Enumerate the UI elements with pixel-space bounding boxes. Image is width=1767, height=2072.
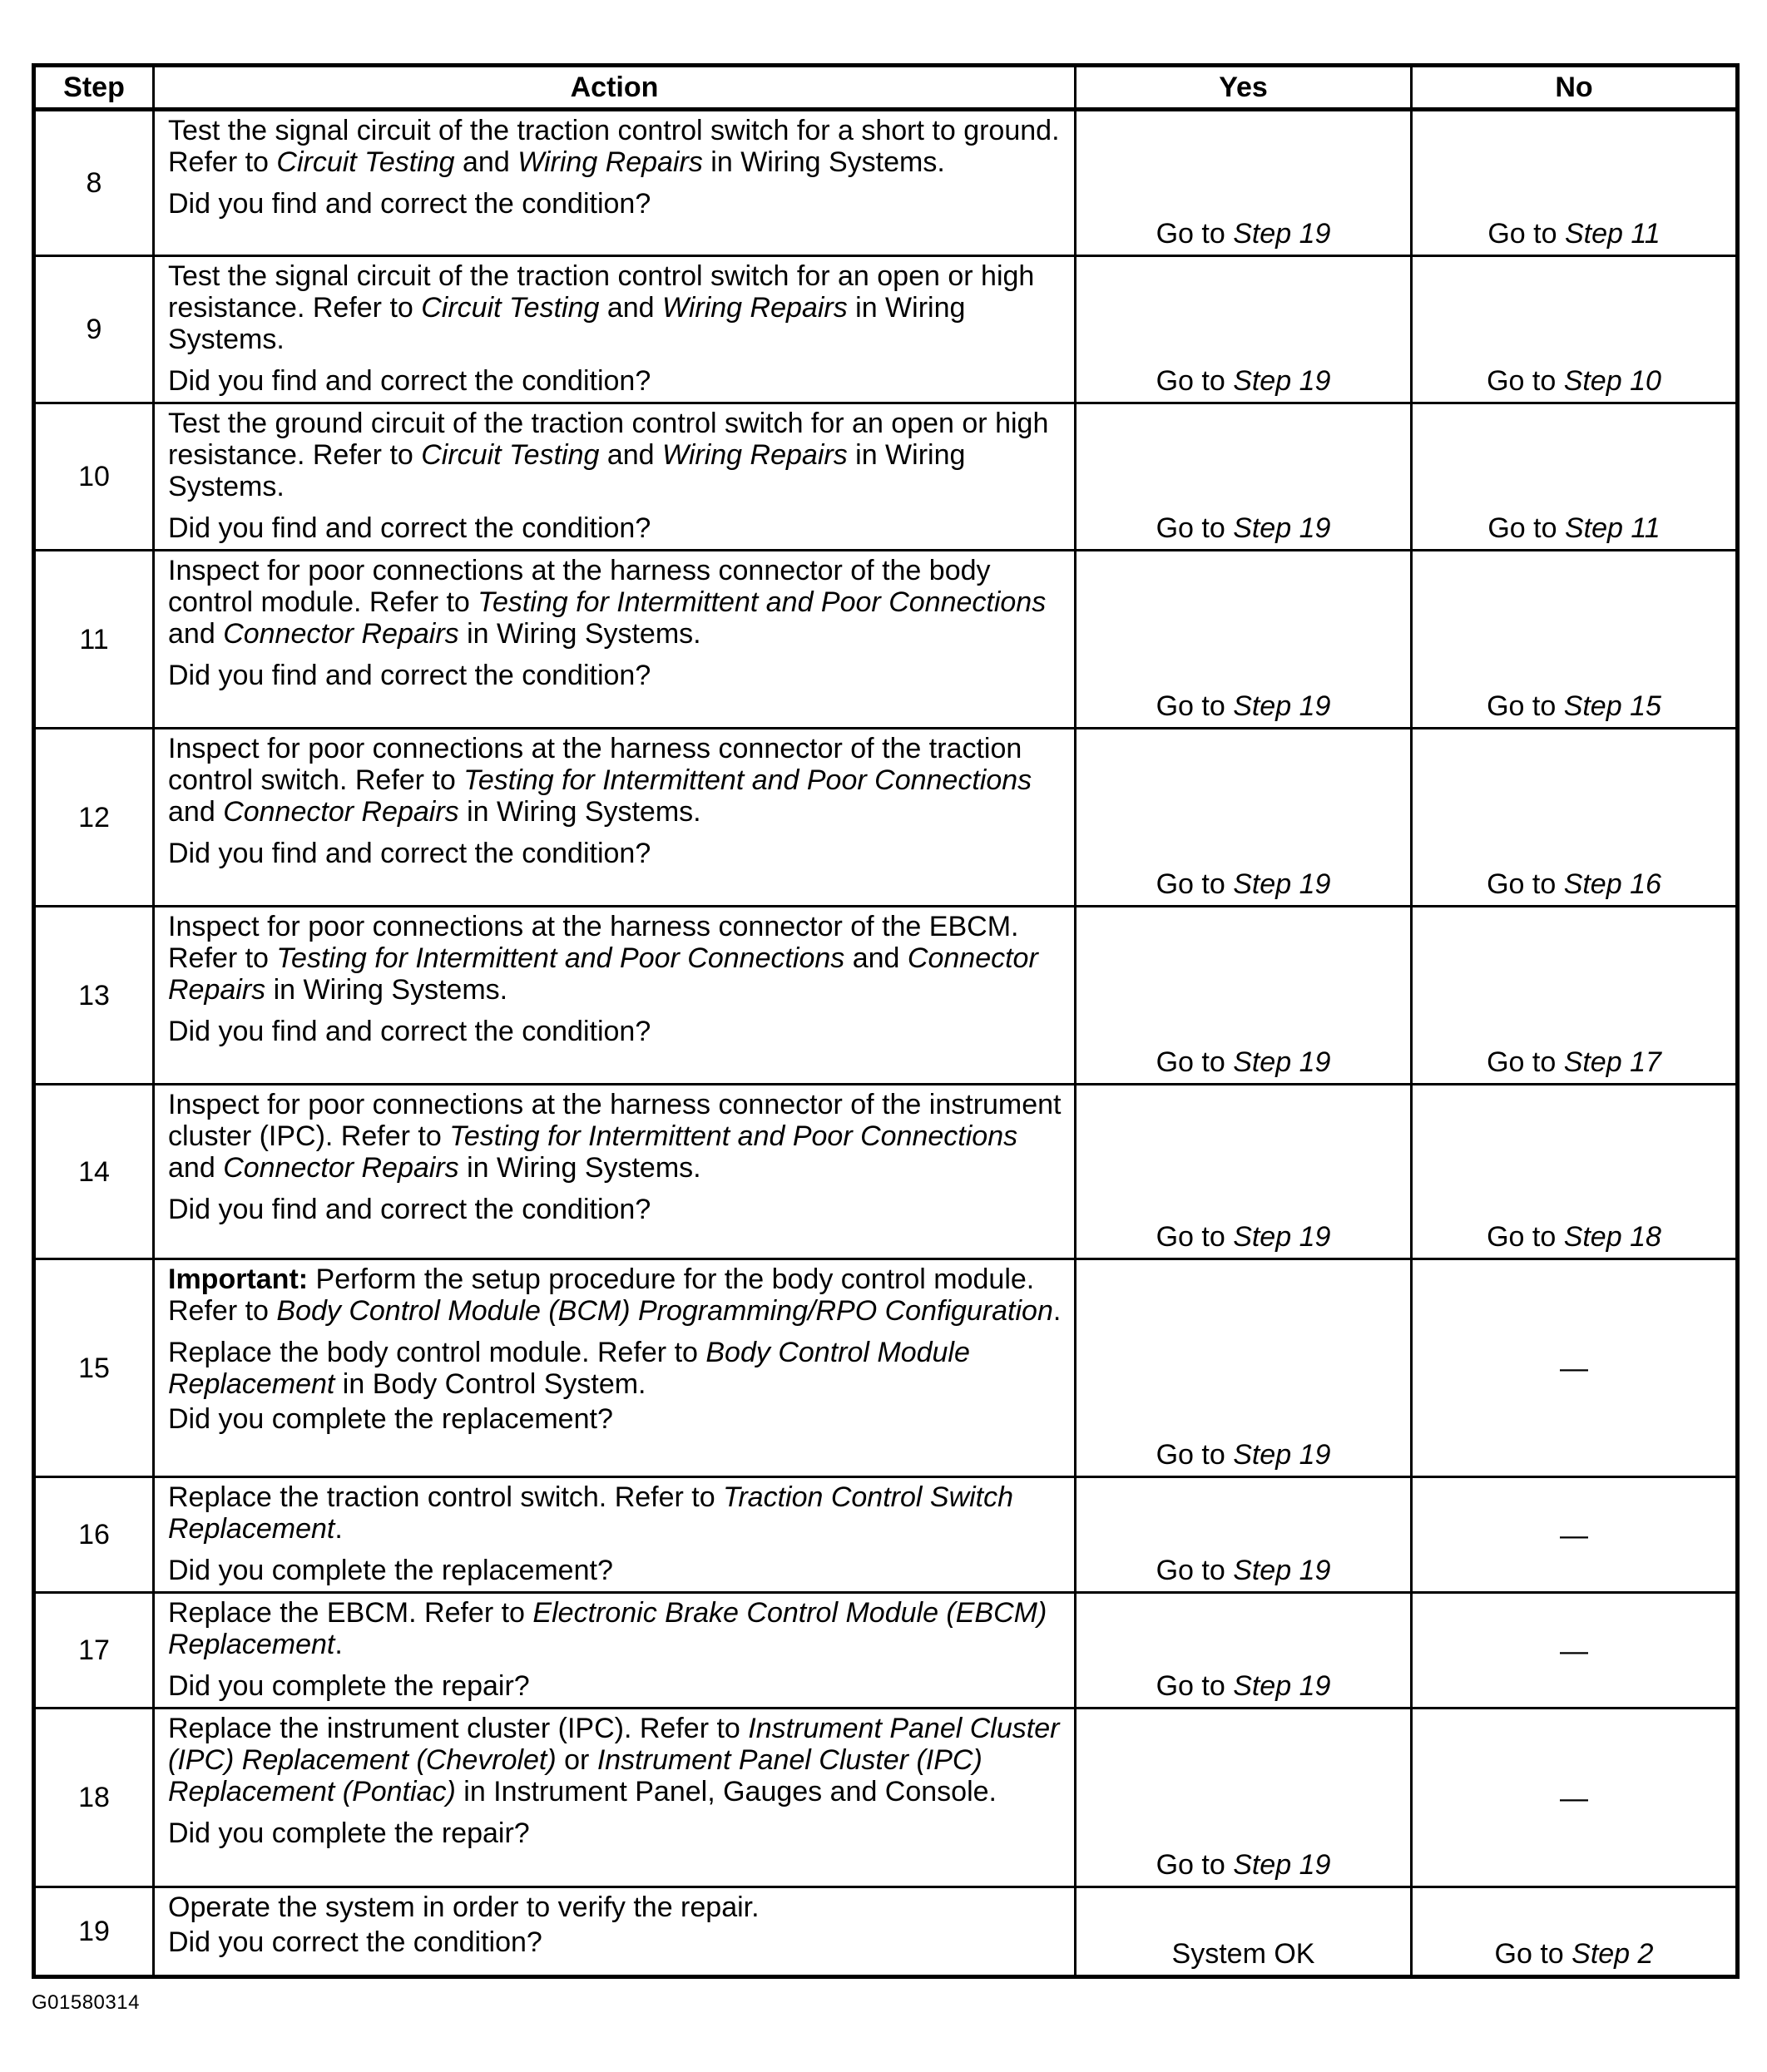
step-link: Step 19: [1233, 1849, 1331, 1881]
action-cell: [154, 110, 1076, 256]
yes-cell: Go to Step 19: [1076, 1085, 1412, 1259]
question-text: Did you find and correct the condition?: [168, 188, 651, 220]
step-number: 14: [34, 1085, 154, 1259]
no-cell: —: [1412, 1477, 1738, 1593]
action-cell: [154, 1709, 1076, 1887]
action-cell: [154, 1887, 1076, 1977]
table-row-19: [34, 1887, 1738, 1977]
reference-link: Body Control Module Replacement: [168, 1337, 970, 1400]
action-text: Test the ground circuit of the traction control switch for an open or high resistance. Refer to Circuit Testing and Wiring Repairs in Wiring Systems.: [168, 408, 1049, 502]
yes-cell: Go to Step 19: [1076, 907, 1412, 1085]
header-step: Step: [34, 66, 154, 110]
yes-cell: Go to Step 19: [1076, 110, 1412, 256]
reference-link: Circuit Testing: [421, 439, 600, 471]
header-no: No: [1412, 66, 1738, 110]
yes-cell: Go to Step 19: [1076, 729, 1412, 907]
step-link: Step 17: [1563, 1046, 1661, 1078]
table-body-tail: [34, 1259, 1738, 1977]
no-cell: Go to Step 17: [1412, 907, 1738, 1085]
action-text: Inspect for poor connections at the harness connector of the traction control switch. Refer to Testing for Intermittent and Poor Connections and Connector Repairs in Wiring Systems.: [168, 733, 1032, 828]
step-link: Step 11: [1564, 512, 1661, 544]
table-row-17: [34, 1593, 1738, 1709]
step-link: Step 11: [1564, 218, 1661, 250]
header-action: Action: [154, 66, 1076, 110]
reference-link: Connector Repairs: [168, 942, 1038, 1006]
action-text: Replace the traction control switch. Refer to Traction Control Switch Replacement.: [168, 1481, 1014, 1545]
reference-link: Wiring Repairs: [662, 292, 848, 324]
step-link: Step 19: [1233, 218, 1331, 250]
table-row: [34, 907, 1738, 1085]
table-row-18: [34, 1709, 1738, 1887]
step-number: 12: [34, 729, 154, 907]
yes-cell: System OK: [1076, 1887, 1412, 1977]
question-text: Did you complete the replacement?: [168, 1403, 613, 1435]
yes-cell: Go to Step 19: [1076, 256, 1412, 403]
step-number: 13: [34, 907, 154, 1085]
action-cell: [154, 1593, 1076, 1709]
step-link: Step 19: [1233, 690, 1331, 722]
important-note: Important: Perform the setup procedure for the body control module. Refer to Body Control Module (BCM) Programming/RPO Configuration.: [168, 1263, 1062, 1327]
step-link: Step 10: [1563, 365, 1661, 397]
diagnostic-table: [32, 63, 1740, 1979]
no-cell: Go to Step 18: [1412, 1085, 1738, 1259]
no-cell: Go to Step 2: [1412, 1887, 1738, 1977]
reference-link: Circuit Testing: [276, 146, 455, 178]
no-cell: —: [1412, 1709, 1738, 1887]
header-yes: Yes: [1076, 66, 1412, 110]
yes-cell: Go to Step 19: [1076, 403, 1412, 551]
no-cell: Go to Step 10: [1412, 256, 1738, 403]
reference-link: Connector Repairs: [223, 1152, 459, 1184]
reference-link: Testing for Intermittent and Poor Connections: [463, 764, 1032, 796]
action-text: Replace the body control module. Refer to Body Control Module Replacement in Body Control System.: [168, 1337, 970, 1400]
action-cell: [154, 256, 1076, 403]
action-cell: [154, 729, 1076, 907]
step-link: Step 19: [1233, 1046, 1331, 1078]
step-link: Step 19: [1233, 1439, 1331, 1471]
reference-link: Electronic Brake Control Module (EBCM) Replacement: [168, 1597, 1047, 1660]
important-label: Important:: [168, 1263, 309, 1295]
action-cell: [154, 403, 1076, 551]
no-cell: Go to Step 16: [1412, 729, 1738, 907]
step-link: Step 16: [1563, 868, 1661, 900]
step-link: Step 2: [1571, 1938, 1654, 1970]
yes-cell: Go to Step 19: [1076, 551, 1412, 729]
table-row: [34, 551, 1738, 729]
question-text: Did you correct the condition?: [168, 1926, 542, 1958]
step-link: Step 19: [1233, 365, 1331, 397]
table-row: [34, 403, 1738, 551]
action-cell: [154, 1085, 1076, 1259]
step-link: Step 19: [1233, 512, 1331, 544]
question-text: Did you find and correct the condition?: [168, 1194, 651, 1225]
reference-link: Testing for Intermittent and Poor Connections: [478, 586, 1047, 618]
action-cell: [154, 907, 1076, 1085]
action-cell: [154, 551, 1076, 729]
question-text: Did you find and correct the condition?: [168, 512, 651, 544]
reference-link: Traction Control Switch Replacement: [168, 1481, 1014, 1545]
question-text: Did you complete the replacement?: [168, 1555, 613, 1586]
reference-link: Wiring Repairs: [517, 146, 703, 178]
table-body: [34, 110, 1738, 1259]
no-cell: —: [1412, 1259, 1738, 1477]
question-text: Did you find and correct the condition?: [168, 838, 651, 869]
yes-cell: Go to Step 19: [1076, 1477, 1412, 1593]
table-row: [34, 1085, 1738, 1259]
question-text: Did you find and correct the condition?: [168, 660, 651, 691]
action-text: Test the signal circuit of the traction control switch for a short to ground. Refer to Circuit Testing and Wiring Repairs in Wiring Systems.: [168, 115, 1060, 178]
action-text: Inspect for poor connections at the harness connector of the EBCM. Refer to Testing for Intermittent and Poor Connections and Connector Repairs in Wiring Systems.: [168, 911, 1038, 1006]
table-row: [34, 729, 1738, 907]
step-link: Step 19: [1233, 1670, 1331, 1702]
table-row: [34, 256, 1738, 403]
table-row-15: [34, 1259, 1738, 1477]
reference-link: Circuit Testing: [421, 292, 600, 324]
step-number: 17: [34, 1593, 154, 1709]
action-text: Operate the system in order to verify the repair.: [168, 1892, 760, 1923]
no-cell: Go to Step 11: [1412, 403, 1738, 551]
action-cell: [154, 1259, 1076, 1477]
question-text: Did you find and correct the condition?: [168, 365, 651, 397]
step-number: 19: [34, 1887, 154, 1977]
no-cell: Go to Step 15: [1412, 551, 1738, 729]
reference-link: Instrument Panel Cluster (IPC) Replacement (Chevrolet): [168, 1713, 1060, 1776]
question-text: Did you find and correct the condition?: [168, 1016, 651, 1047]
reference-link: Body Control Module (BCM) Programming/RPO Configuration: [276, 1295, 1053, 1327]
step-number: 9: [34, 256, 154, 403]
action-cell: [154, 1477, 1076, 1593]
step-number: 15: [34, 1259, 154, 1477]
step-number: 10: [34, 403, 154, 551]
table-row-16: [34, 1477, 1738, 1593]
action-text: Inspect for poor connections at the harness connector of the body control module. Refer to Testing for Intermittent and Poor Connections and Connector Repairs in Wiring Systems.: [168, 555, 1047, 650]
step-number: 11: [34, 551, 154, 729]
step-link: Step 19: [1233, 868, 1331, 900]
reference-link: Testing for Intermittent and Poor Connections: [276, 942, 845, 974]
yes-cell: Go to Step 19: [1076, 1709, 1412, 1887]
action-text: Replace the instrument cluster (IPC). Refer to Instrument Panel Cluster (IPC) Replacement (Chevrolet) or Instrument Panel Cluster (IPC) Replacement (Pontiac) in Instrument Panel, Gauges and Console.: [168, 1713, 1060, 1807]
step-number: 16: [34, 1477, 154, 1593]
step-number: 18: [34, 1709, 154, 1887]
no-cell: —: [1412, 1593, 1738, 1709]
step-link: Step 15: [1563, 690, 1661, 722]
yes-cell: Go to Step 19: [1076, 1259, 1412, 1477]
action-text: Replace the EBCM. Refer to Electronic Brake Control Module (EBCM) Replacement.: [168, 1597, 1047, 1660]
figure-id-label: G01580314: [32, 1991, 140, 2014]
step-link: Step 19: [1233, 1555, 1331, 1586]
reference-link: Testing for Intermittent and Poor Connections: [449, 1120, 1018, 1152]
step-link: Step 18: [1563, 1221, 1661, 1253]
action-text: Inspect for poor connections at the harness connector of the instrument cluster (IPC). Refer to Testing for Intermittent and Poor Connections and Connector Repairs in Wiring Systems.: [168, 1089, 1062, 1184]
header-row: [34, 66, 1738, 110]
step-number: 8: [34, 110, 154, 256]
reference-link: Wiring Repairs: [662, 439, 848, 471]
question-text: Did you complete the repair?: [168, 1670, 530, 1702]
reference-link: Connector Repairs: [223, 796, 459, 828]
no-cell: Go to Step 11: [1412, 110, 1738, 256]
reference-link: Connector Repairs: [223, 618, 459, 650]
table-row: [34, 110, 1738, 256]
yes-cell: Go to Step 19: [1076, 1593, 1412, 1709]
step-link: Step 19: [1233, 1221, 1331, 1253]
reference-link: Instrument Panel Cluster (IPC) Replacement (Pontiac): [168, 1744, 982, 1807]
action-text: Test the signal circuit of the traction control switch for an open or high resistance. Refer to Circuit Testing and Wiring Repairs in Wiring Systems.: [168, 260, 1035, 355]
question-text: Did you complete the repair?: [168, 1817, 530, 1849]
